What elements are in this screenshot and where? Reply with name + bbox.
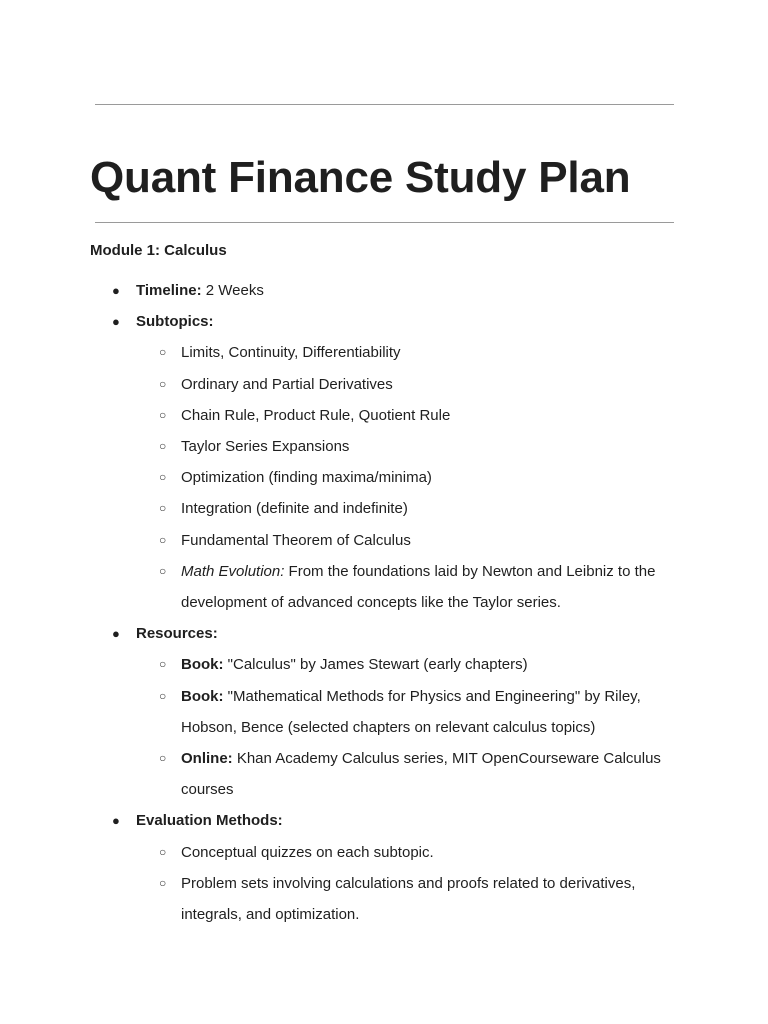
list-item [136, 525, 680, 556]
evaluation-list [136, 837, 680, 931]
subtopics-list [136, 337, 680, 618]
title-divider [95, 222, 674, 223]
list-item-resources [90, 618, 680, 805]
subtopic-text: Limits, Continuity, Differentiability [181, 344, 401, 362]
module-outline [90, 275, 680, 930]
list-item-timeline [90, 275, 680, 306]
subtopic-text: Taylor Series Expansions [181, 438, 350, 456]
list-item [136, 431, 680, 462]
evaluation-text: Problem sets involving calculations and proofs related to derivatives, integrals, and optimization. [181, 874, 636, 924]
math-evolution-label: Math Evolution: [181, 562, 285, 580]
math-evolution-text: From the foundations laid by Newton and Leibniz to the development of advanced concepts like the Taylor series. [181, 562, 656, 612]
resource-text: "Mathematical Methods for Physics and Engineering" by Riley, Hobson, Bence (selected chapters on relevant calculus topics) [181, 687, 641, 736]
hollow-bullet-icon: ○ [159, 439, 167, 454]
list-item [136, 743, 680, 805]
list-item [136, 493, 680, 524]
subtopics-label: Subtopics: [136, 313, 214, 331]
list-item [136, 369, 680, 400]
timeline-label: Timeline: [136, 282, 202, 299]
subtopic-text: Integration (definite and indefinite) [181, 500, 408, 518]
hollow-bullet-icon: ○ [159, 532, 167, 547]
list-item [136, 868, 680, 930]
subtopic-text: Optimization (finding maxima/minima) [181, 469, 432, 487]
bullet-icon: ● [112, 813, 120, 829]
hollow-bullet-icon: ○ [159, 844, 167, 859]
module-heading: Module 1: Calculus [90, 242, 227, 259]
subtopic-text: Fundamental Theorem of Calculus [181, 531, 411, 549]
hollow-bullet-icon: ○ [159, 563, 167, 578]
hollow-bullet-icon: ○ [159, 345, 167, 360]
hollow-bullet-icon: ○ [159, 751, 167, 766]
list-item [136, 400, 680, 431]
list-item [136, 681, 680, 743]
top-divider [95, 104, 674, 105]
timeline-value: 2 Weeks [201, 282, 264, 299]
module-content [90, 275, 680, 930]
hollow-bullet-icon: ○ [159, 376, 167, 391]
subtopic-text: Chain Rule, Product Rule, Quotient Rule [181, 406, 451, 424]
resource-type-label: Book: [181, 687, 224, 705]
hollow-bullet-icon: ○ [159, 657, 167, 672]
list-item [136, 337, 680, 368]
bullet-icon: ● [112, 626, 120, 642]
resource-text: "Calculus" by James Stewart (early chapters) [223, 656, 528, 674]
resources-label: Resources: [136, 625, 218, 643]
resource-type-label: Online: [181, 750, 233, 768]
list-item-subtopics [90, 306, 680, 618]
hollow-bullet-icon: ○ [159, 688, 167, 703]
list-item [136, 462, 680, 493]
subtopic-text: Ordinary and Partial Derivatives [181, 375, 393, 393]
hollow-bullet-icon: ○ [159, 875, 167, 890]
hollow-bullet-icon: ○ [159, 407, 167, 422]
list-item-evaluation [90, 805, 680, 930]
resources-list [136, 649, 680, 805]
list-item [136, 837, 680, 868]
hollow-bullet-icon: ○ [159, 501, 167, 516]
document-title: Quant Finance Study Plan [90, 153, 631, 202]
bullet-icon: ● [112, 283, 120, 298]
list-item-math-evolution [136, 556, 680, 618]
hollow-bullet-icon: ○ [159, 470, 167, 485]
bullet-icon: ● [112, 314, 120, 330]
resource-text: Khan Academy Calculus series, MIT OpenCourseware Calculus courses [181, 750, 661, 799]
evaluation-label: Evaluation Methods: [136, 812, 283, 830]
resource-type-label: Book: [181, 656, 224, 674]
evaluation-text: Conceptual quizzes on each subtopic. [181, 843, 434, 861]
list-item [136, 649, 680, 680]
